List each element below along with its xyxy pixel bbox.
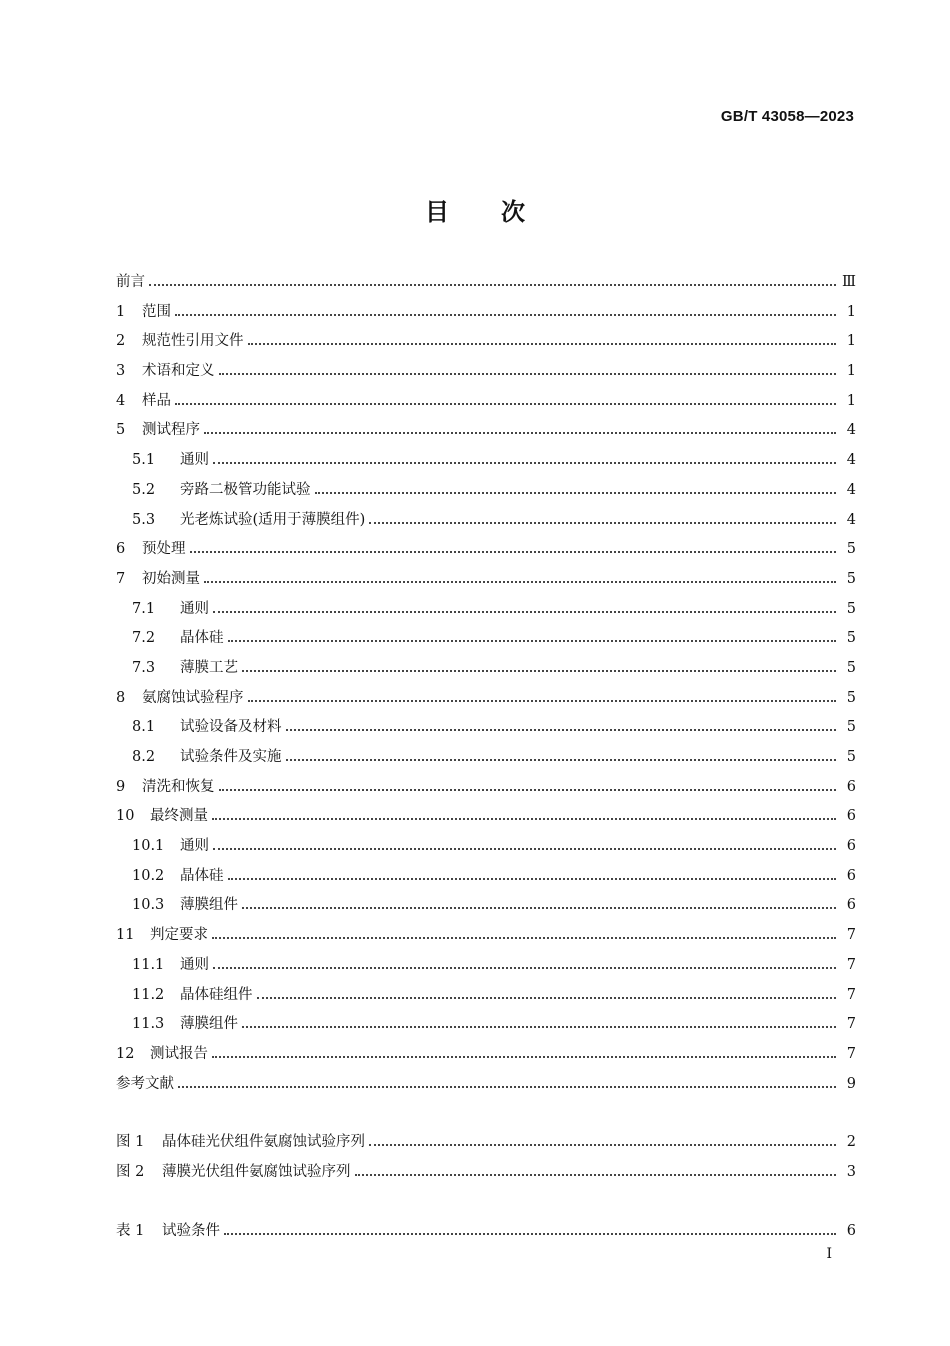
toc-entry[interactable] <box>116 684 856 714</box>
toc-entry[interactable] <box>116 743 856 773</box>
toc-entry-number: 5.1 <box>132 452 156 469</box>
toc-entry[interactable] <box>116 891 856 921</box>
toc-entry-label: 范围 <box>142 303 171 320</box>
toc-entry-label: 通则 <box>180 838 209 855</box>
toc-leader-dots <box>248 700 837 702</box>
toc-leader-dots <box>286 729 837 731</box>
toc-entry[interactable] <box>116 951 856 981</box>
toc-entry-number: 10.1 <box>132 838 165 855</box>
toc-leader-dots <box>242 1026 836 1028</box>
toc-entry-label: 氨腐蚀试验程序 <box>142 689 244 706</box>
toc-entry-page: 4 <box>846 481 856 498</box>
toc-entry-number: 1 <box>116 303 126 320</box>
toc-entry[interactable] <box>116 773 856 803</box>
table-of-contents <box>116 268 856 1246</box>
toc-entry-label: 晶体硅 <box>180 867 224 884</box>
toc-leader-dots <box>213 462 836 464</box>
toc-entry[interactable] <box>116 387 856 417</box>
toc-leader-dots <box>286 759 837 761</box>
toc-entry-number: 11.1 <box>132 956 165 973</box>
toc-entry-page: 7 <box>846 927 856 944</box>
toc-entry-page: 5 <box>846 541 856 558</box>
toc-entry-label: 最终测量 <box>150 808 208 825</box>
toc-entry[interactable] <box>116 416 856 446</box>
toc-entry-page: 5 <box>846 630 856 647</box>
toc-entry-page: 7 <box>846 1045 856 1062</box>
toc-entry-number: 7.2 <box>132 630 156 647</box>
toc-entry-label: 试验条件 <box>162 1222 220 1239</box>
toc-leader-dots <box>204 581 836 583</box>
toc-entry-page: 1 <box>846 333 856 350</box>
toc-leader-dots <box>355 1174 837 1176</box>
page-title <box>0 192 950 227</box>
page-number: I <box>826 1246 832 1262</box>
toc-entry-label: 薄膜组件 <box>180 897 238 914</box>
toc-entry-page: 7 <box>846 1016 856 1033</box>
toc-leader-dots <box>204 432 836 434</box>
toc-entry-number: 12 <box>116 1045 135 1062</box>
toc-leader-dots <box>228 878 837 880</box>
toc-entry-label: 清洗和恢复 <box>142 778 215 795</box>
toc-entry-page: 1 <box>846 392 856 409</box>
toc-leader-dots <box>219 373 837 375</box>
toc-leader-dots <box>178 1086 836 1088</box>
toc-entry[interactable] <box>116 713 856 743</box>
toc-entry-label: 前言 <box>116 274 145 290</box>
toc-entry-page: 6 <box>846 867 856 884</box>
title-char-2: 次 <box>501 198 525 226</box>
toc-entry-label: 晶体硅 <box>180 630 224 647</box>
toc-entry-number: 2 <box>116 333 126 350</box>
toc-entry-label: 通则 <box>180 600 209 617</box>
toc-entry-number: 7 <box>116 570 126 587</box>
toc-leader-dots <box>219 789 837 791</box>
toc-entry[interactable] <box>116 327 856 357</box>
toc-entry-label: 通则 <box>180 452 209 469</box>
toc-entry-page: 1 <box>846 303 856 320</box>
toc-entry[interactable] <box>116 535 856 565</box>
toc-leader-dots <box>228 640 837 642</box>
toc-entry-number: 7.1 <box>132 600 156 617</box>
toc-entry-page: Ⅲ <box>842 274 856 290</box>
toc-entry-number: 5.3 <box>132 511 156 528</box>
toc-entry-label: 试验设备及材料 <box>180 719 282 736</box>
toc-entry[interactable] <box>116 802 856 832</box>
toc-leader-dots <box>190 551 837 553</box>
toc-entry-page: 6 <box>846 897 856 914</box>
toc-entry[interactable] <box>116 476 856 506</box>
title-char-1: 目 <box>425 198 449 226</box>
toc-entry[interactable] <box>116 1158 856 1188</box>
toc-entry-label: 晶体硅光伏组件氨腐蚀试验序列 <box>162 1134 365 1151</box>
toc-leader-dots <box>212 818 836 820</box>
toc-entry-number: 9 <box>116 778 126 795</box>
toc-entry-number: 图 2 <box>116 1163 145 1180</box>
toc-entry-page: 3 <box>846 1163 856 1180</box>
standard-code: GB/T 43058—2023 <box>720 108 854 125</box>
toc-entry-number: 图 1 <box>116 1134 145 1151</box>
toc-entry-label: 测试程序 <box>142 422 200 439</box>
toc-entry-page: 5 <box>846 719 856 736</box>
toc-entry-number: 6 <box>116 541 126 558</box>
toc-entry-label: 参考文献 <box>116 1075 174 1092</box>
toc-leader-dots <box>369 522 836 524</box>
toc-entry[interactable] <box>116 1010 856 1040</box>
toc-leader-dots <box>175 403 836 405</box>
toc-entry-page: 6 <box>846 808 856 825</box>
toc-entry[interactable] <box>116 1217 856 1247</box>
toc-entry[interactable] <box>116 446 856 476</box>
toc-entry-number: 8.2 <box>132 749 156 765</box>
toc-leader-dots <box>212 1056 836 1058</box>
toc-leader-dots <box>242 670 836 672</box>
toc-entry-page: 5 <box>846 600 856 617</box>
toc-entry[interactable] <box>116 624 856 654</box>
toc-entry-label: 通则 <box>180 956 209 973</box>
toc-entry[interactable] <box>116 268 856 298</box>
toc-entry-page: 4 <box>846 452 856 469</box>
toc-entry[interactable] <box>116 1070 856 1100</box>
toc-leader-dots <box>315 492 837 494</box>
toc-leader-dots <box>257 997 837 999</box>
toc-entry-page: 6 <box>846 838 856 855</box>
toc-leader-dots <box>213 848 836 850</box>
toc-entry[interactable] <box>116 1040 856 1070</box>
toc-leader-dots <box>149 284 836 286</box>
toc-leader-dots <box>213 611 836 613</box>
toc-entry-page: 5 <box>846 570 856 587</box>
toc-entry-number: 10.3 <box>132 897 165 914</box>
toc-entry-number: 7.3 <box>132 659 156 676</box>
toc-entry-number: 8 <box>116 689 126 706</box>
toc-entry-number: 11 <box>116 927 135 944</box>
toc-entry-number: 11.3 <box>132 1016 165 1033</box>
toc-entry-label: 旁路二极管功能试验 <box>180 481 311 498</box>
toc-entry-page: 2 <box>846 1134 856 1151</box>
toc-entry-number: 表 1 <box>116 1222 145 1239</box>
toc-entry-label: 薄膜光伏组件氨腐蚀试验序列 <box>162 1163 351 1180</box>
toc-entry-label: 样品 <box>142 392 171 409</box>
toc-entry-number: 4 <box>116 392 126 409</box>
toc-entry-page: 4 <box>846 511 856 528</box>
toc-entry-page: 6 <box>846 778 856 795</box>
toc-entry-number: 11.2 <box>132 986 165 1003</box>
toc-entry-number: 3 <box>116 363 126 380</box>
toc-entry-number: 8.1 <box>132 719 156 736</box>
toc-entry-label: 薄膜组件 <box>180 1016 238 1033</box>
toc-entry[interactable] <box>116 1128 856 1158</box>
toc-leader-dots <box>175 314 836 316</box>
toc-entry-page: 7 <box>846 956 856 973</box>
toc-entry-page: 4 <box>846 422 856 439</box>
toc-leader-dots <box>213 967 836 969</box>
toc-entry-label: 规范性引用文件 <box>142 333 244 350</box>
toc-entry-label: 初始测量 <box>142 570 200 587</box>
toc-entry[interactable] <box>116 506 856 536</box>
toc-entry[interactable] <box>116 595 856 625</box>
toc-entry[interactable] <box>116 832 856 862</box>
toc-entry-number: 5 <box>116 422 126 439</box>
toc-entry-label: 判定要求 <box>150 927 208 944</box>
toc-entry[interactable] <box>116 921 856 951</box>
toc-entry[interactable] <box>116 862 856 892</box>
toc-entry[interactable] <box>116 565 856 595</box>
toc-entry-number: 5.2 <box>132 481 156 498</box>
toc-entry-page: 5 <box>846 689 856 706</box>
toc-entry-number: 10 <box>116 808 135 825</box>
toc-entry[interactable] <box>116 981 856 1011</box>
toc-leader-dots <box>248 343 837 345</box>
toc-entry[interactable] <box>116 654 856 684</box>
toc-entry-page: 1 <box>846 363 856 380</box>
toc-entry-page: 5 <box>846 659 856 676</box>
toc-entry-page: 7 <box>846 986 856 1003</box>
toc-entry-label: 测试报告 <box>150 1045 208 1062</box>
toc-leader-dots <box>224 1233 836 1235</box>
toc-entry[interactable] <box>116 298 856 328</box>
toc-entry-page: 5 <box>846 749 856 765</box>
toc-entry-label: 晶体硅组件 <box>180 986 253 1003</box>
toc-entry-label: 术语和定义 <box>142 363 215 380</box>
toc-entry-label: 预处理 <box>142 541 186 558</box>
toc-entry-label: 薄膜工艺 <box>180 659 238 676</box>
toc-entry-number: 10.2 <box>132 867 165 884</box>
toc-entry[interactable] <box>116 357 856 387</box>
toc-entry-label: 光老炼试验(适用于薄膜组件) <box>180 511 366 528</box>
toc-leader-dots <box>242 907 836 909</box>
toc-entry-page: 9 <box>846 1075 856 1092</box>
toc-leader-dots <box>212 937 836 939</box>
toc-entry-page: 6 <box>846 1222 856 1239</box>
toc-leader-dots <box>369 1144 836 1146</box>
toc-entry-label: 试验条件及实施 <box>180 749 282 765</box>
